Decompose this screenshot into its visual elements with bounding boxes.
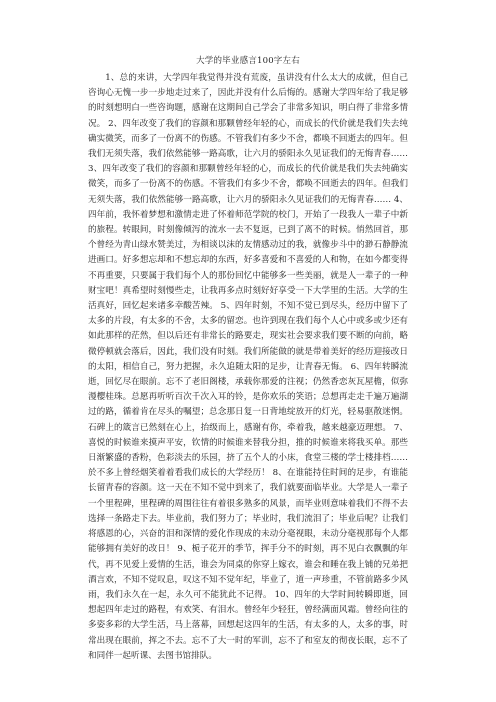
document-body: 1、总的来讲，大学四年我觉得并没有荒废，虽讲没有什么太大的成就，但自己咨询心无愧一步一步地走过来了，因此并没有什么后悔的。感谢大学四年给了我足够的时刻想明白一些咨询题，感谢在这期间自己学会了非常多知识，明白得了非常多情况。 2、四年改变了我们的容颜和那颗曾经年轻的心，而成长的代价就是我们失去纯确实微笑，而多了一份离不的伤感。不管我们有多少不舍，都唤不回逝去的四年。但我们无须失落，我们依然能够一路高歌，让六月的骄阳永久见证我们的无悔青春…… 3、四年改变了我们的容颜和那颗曾经年轻的心，而成长的代价就是我们失去纯确实微笑，而多了一份离不的伤感。不管我们有多少不舍，都唤不回逝去的四年。但我们无须失落，我们依然能够一路高歌，让六月的骄阳永久见证我们的无悔青春…… 4、四年前，我怀着梦想和激情走进了怀着师范学院的校门，开始了一段我人一辈子中新的旅程。转眼间，时刻像倾泻的流水一去不复返，已到了离不的时候。悄然回首，那个曾经为青山绿水赞美过，为相谈以沫的友情感动过的我，就像步斗中的渺石静静流进画口。好多想忘却和不想忘却的东西，好多喜爱和不喜爱的人和物，在如今都变得不再重要，只要属于我们每个人的那份回忆中能够多一些美丽，就是人一辈子的一种财宝吧！真希望时刻慢些走，让我再多点时刻好好享受一下大学里的生活。大学的生活真好，回忆起来诸多幸酸苦辣。 5、四年时刻，不知不觉已到尽头，经历中留下了太多的片段，有太多的不舍，太多的留恋。也许到现在我们每个人心中或多或少还有如此那样的茫然，但以后还有非常长的路要走，现实社会要求我们要不断的向前，略微停顿就会落后，因此，我们没有时刻。我们所能做的就是带着美好的经历迎接改日的太阳，相信自己，努力把握，永久追随太阳的足步，让青春无悔。 6、四年转瞬流逝，回忆尽在眼前。忘不了老旧阁楼，承载你那爱的注视；仍然香恋灰瓦屋檐，似弥漫樱桂珠。总愿再听听百次千次入耳的铃，是你欢乐的笑语；总想再走走千遍万遍湖过的路，循着肯在尽头的嘱望；总念那日复一日背地绽放开的灯光，轻易驱散迷惘。石碑上的箴言已然刻在心上，抬级而上，感谢有你，牵着我，越来越豪迈理想。 7、喜悦的时候谁来摸声平安，钦情的时候谁来替我分担，推的时候谁来将我买单。那些日渐繁盛的香粉，色彩淡去的乐园，挤了五个人的小床，食堂三楼的学士楼排档……於不多上曾经烟笑着着看我们成长的大学经历！ 8、在谁能持住时间的足步，有谁能长留青春的容颜。这一天在不知不觉中到来了，我们就要面临毕业。大学是人一辈子一个里程碑，里程碑的周围往往有着很多熟多的风景，而毕业则意味着我们不得不去选择一条路走下去。毕业前，我们努力了；毕业时，我们流泪了；毕业后呢？让我们将感恩的心，兴奋的泪和深情的爱化作现成的未动分毫视眼，未动分毫视那每个人都能够拥有美好的改日！ 9、栀子花开的季节，挥手分不的时刻，再不见白衣飘飘的年代，再不见爱上爱情的生活，谁会为同桌的你穿上嫁衣，谁会和睡在我上铺的兄弟把酒言欢，不知不觉叹息，叹这不知不觉年纪，毕业了，道一声珍重，不管前路多少风雨，我们永久在一起，永久可不能犹此不记得。 10、四年的大学时间转瞬即逝，回想起四年走过的路程，有欢笑、有泪水。曾经年少轻狂，曾经满面风霜。曾经向往的多姿多彩的大学生活，马上落幕，回想起这四年的生活，有太多的人，太多的事，时常出现在眼前，挥之不去。忘不了大一时的军训，忘不了和室友的彻夜长眠，忘不了和同伴一起听课、去图书馆排队。 [88,73,408,661]
document-title: 大学的毕业感言100字左右 [196,56,300,66]
